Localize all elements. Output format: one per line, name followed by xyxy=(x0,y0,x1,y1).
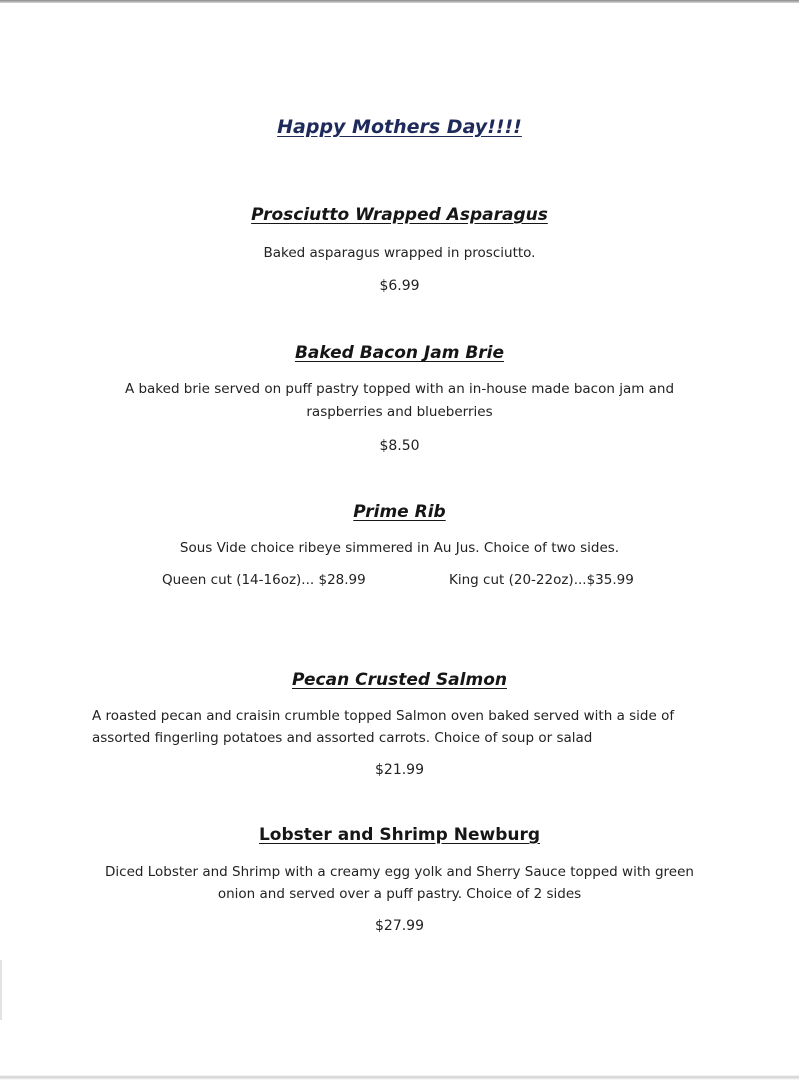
page-title: Happy Mothers Day!!!! xyxy=(277,116,522,138)
dish-description: Baked asparagus wrapped in prosciutto. xyxy=(263,245,536,261)
dish-price: $21.99 xyxy=(375,762,424,778)
dish-description-line-2: onion and served over a puff pastry. Choice of 2 sides xyxy=(217,886,582,902)
dish-title: Pecan Crusted Salmon xyxy=(292,670,507,690)
dish-title: Prosciutto Wrapped Asparagus xyxy=(251,205,548,225)
dish-description-line-2: raspberries and blueberries xyxy=(306,404,493,420)
dish-title: Prime Rib xyxy=(353,502,446,522)
dish-description-line-1: Diced Lobster and Shrimp with a creamy egg yolk and Sherry Sauce topped with green xyxy=(105,864,694,880)
king-cut-option: King cut (20-22oz)...$35.99 xyxy=(449,572,634,588)
dish-description-line-2: assorted fingerling potatoes and assorted carrots. Choice of soup or salad xyxy=(92,730,593,746)
scan-top-edge xyxy=(0,0,799,3)
dish-description: Sous Vide choice ribeye simmered in Au Jus. Choice of two sides. xyxy=(179,540,620,556)
dish-price: $6.99 xyxy=(379,278,420,294)
dish-description-line-1: A baked brie served on puff pastry topped with an in-house made bacon jam and xyxy=(124,381,675,397)
dish-description-line-1: A roasted pecan and craisin crumble topped Salmon oven baked served with a side of xyxy=(92,708,675,724)
dish-price: $8.50 xyxy=(379,438,420,454)
dish-title: Lobster and Shrimp Newburg xyxy=(258,825,541,845)
scan-left-edge xyxy=(0,960,2,1020)
queen-cut-option: Queen cut (14-16oz)... $28.99 xyxy=(162,572,366,588)
dish-price: $27.99 xyxy=(375,918,424,934)
dish-title: Baked Bacon Jam Brie xyxy=(294,343,505,363)
scan-bottom-edge xyxy=(0,1075,799,1080)
